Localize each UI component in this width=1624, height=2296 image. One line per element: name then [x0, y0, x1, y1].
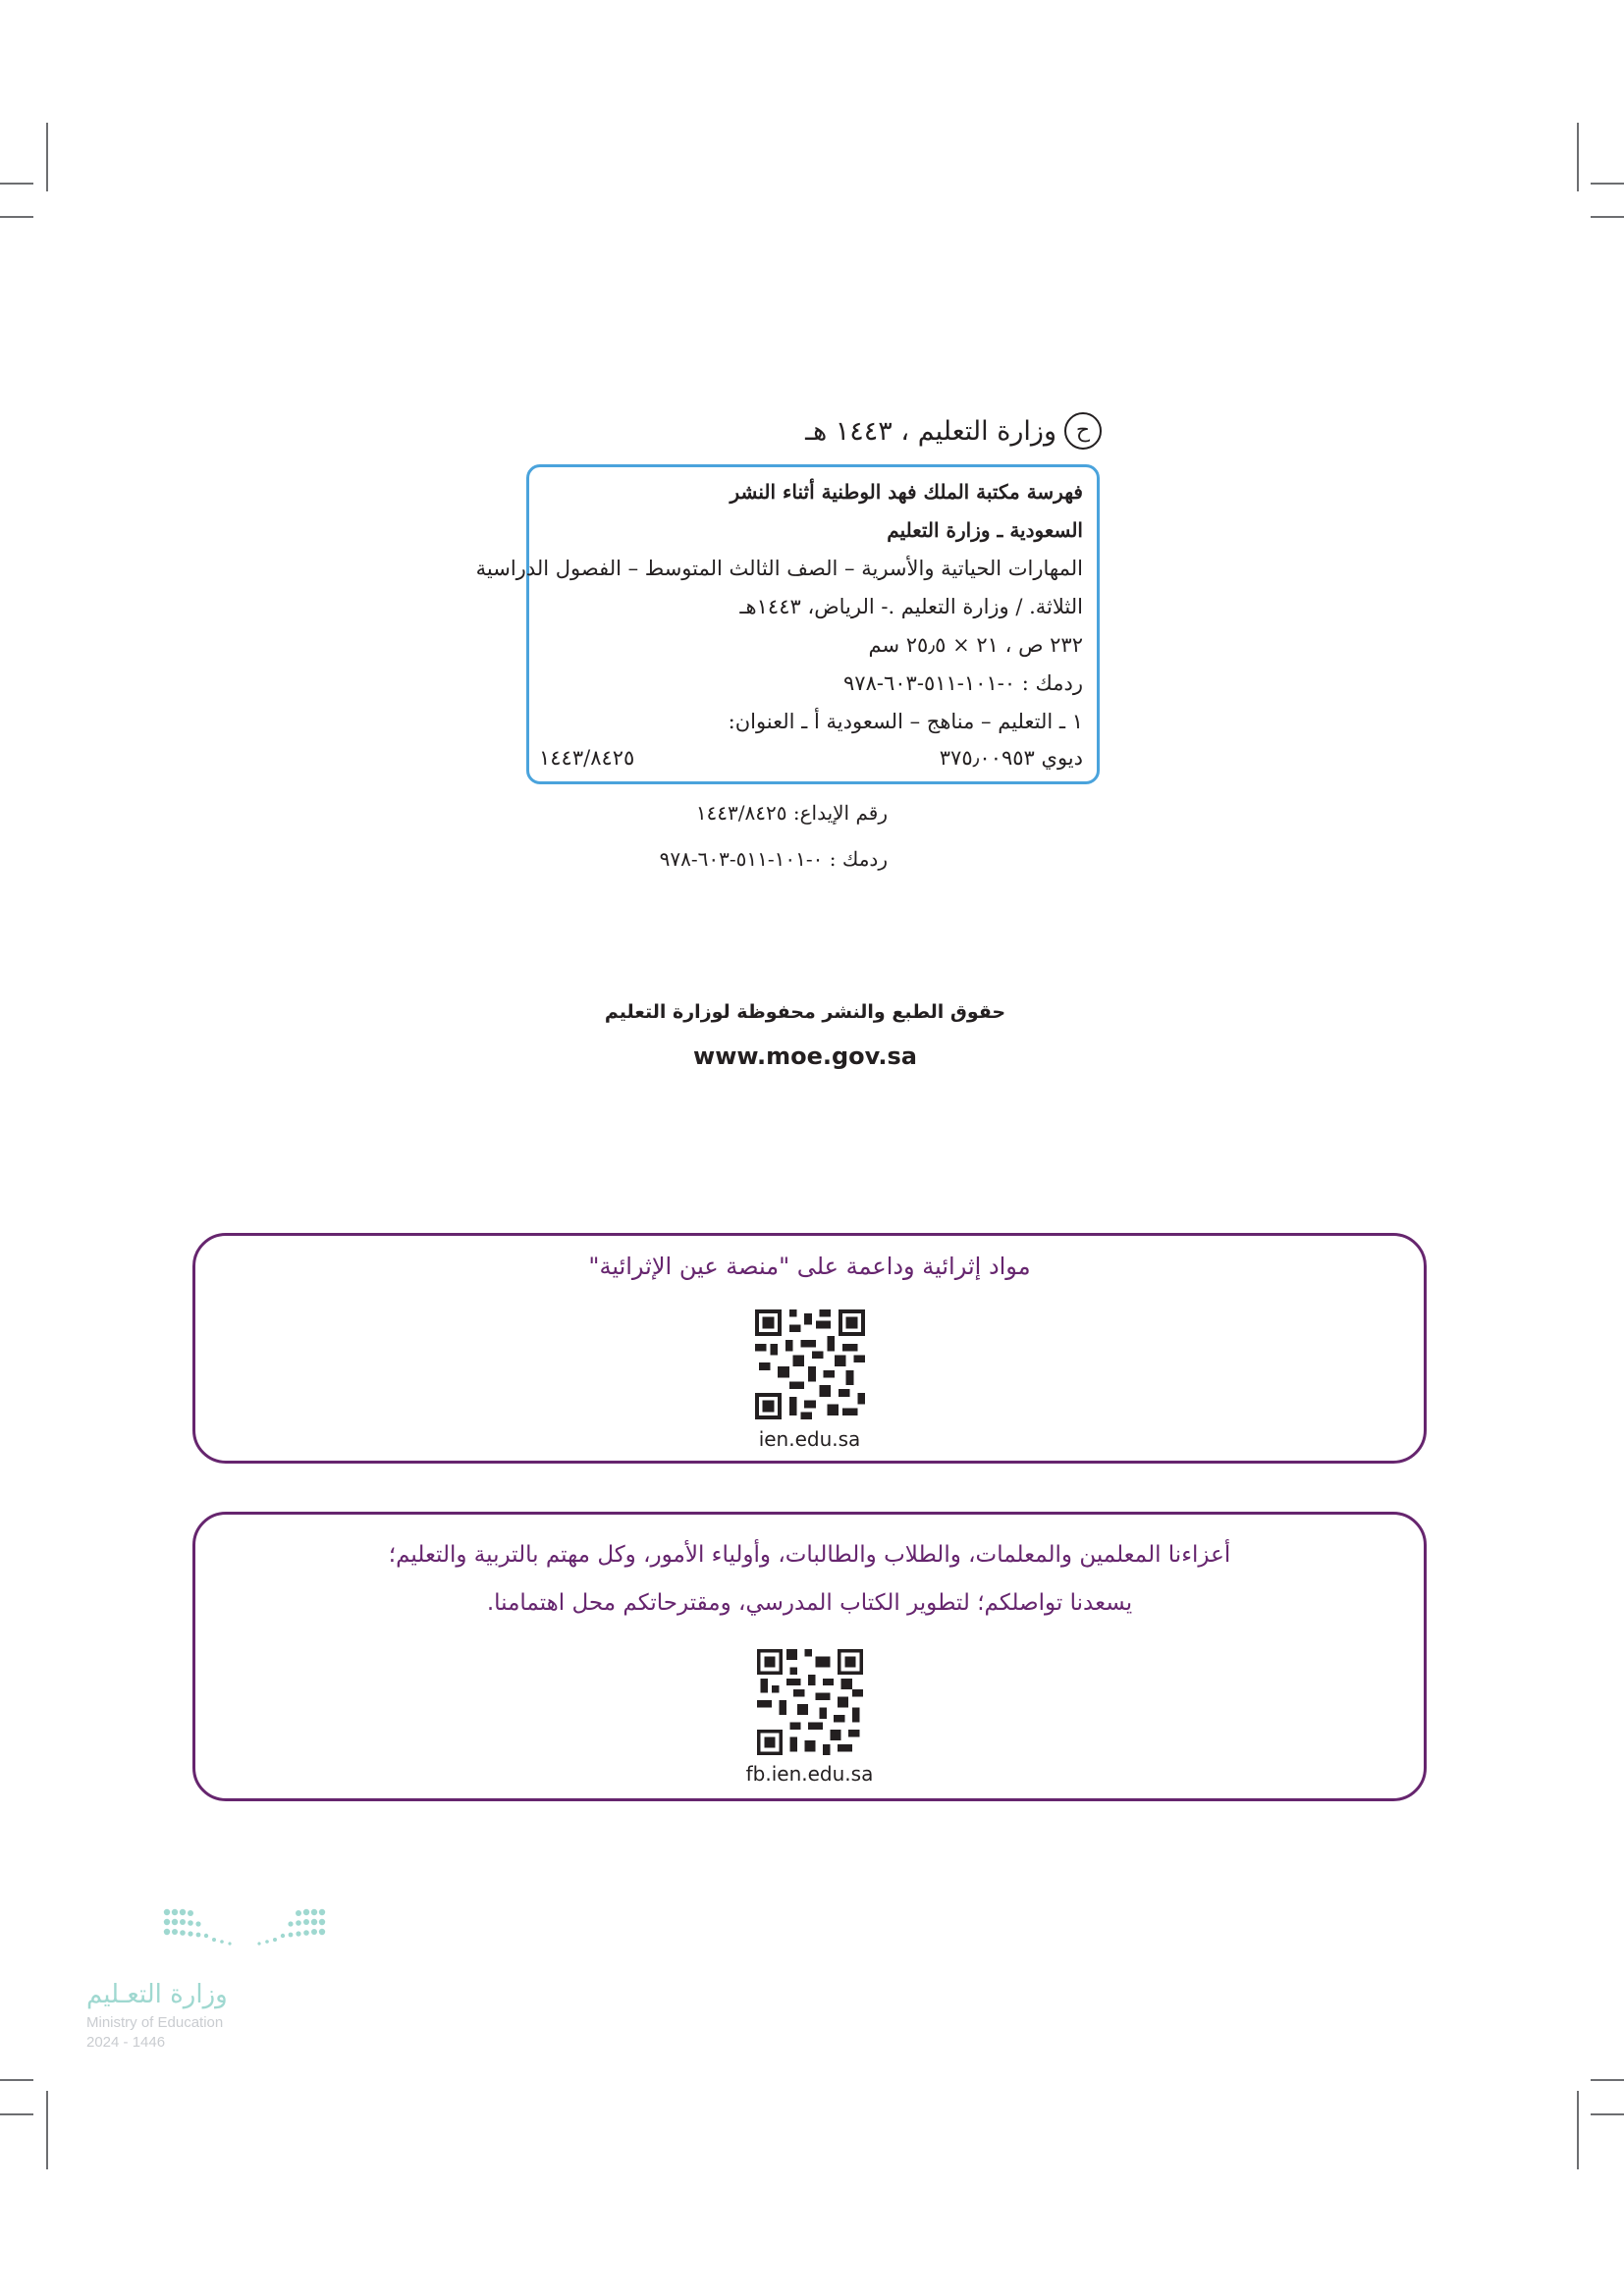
catalog-deposit-number: ١٤٤٣/٨٤٢٥	[539, 746, 635, 770]
feedback-link[interactable]: fb.ien.edu.sa	[745, 1762, 874, 1786]
crop-mark	[0, 183, 33, 185]
catalog-isbn: ردمك : ٠-١٠١-٥١١-٦٠٣-٩٧٨	[843, 671, 1083, 695]
feedback-message: يسعدنا تواصلكم؛ لتطوير الكتاب المدرسي، ومقترحاتكم محل اهتمامنا.	[486, 1590, 1133, 1616]
ministry-year: 2024 - 1446	[86, 2034, 166, 2051]
catalog-subjects: ١ ـ التعليم – مناهج – السعودية أ ـ العنوان:	[728, 710, 1083, 733]
crop-mark	[1591, 183, 1624, 185]
catalog-publisher: الثلاثة. / وزارة التعليم .- الرياض، ١٤٤٣هـ	[739, 595, 1083, 618]
feedback-box	[192, 1512, 1427, 1801]
crop-mark	[46, 2091, 48, 2169]
feedback-intro: أعزاءنا المعلمين والمعلمات، والطلاب والطالبات، وأولياء الأمور، وكل مهتم بالتربية والتعليم؛	[388, 1542, 1231, 1568]
cataloging-box	[475, 464, 1100, 784]
catalog-title: المهارات الحياتية والأسرية – الصف الثالث المتوسط – الفصول الدراسية	[475, 557, 1083, 580]
isbn-line: ردمك : ٠-١٠١-٥١١-٦٠٣-٩٧٨	[659, 847, 888, 871]
ministry-website-link[interactable]: www.moe.gov.sa	[693, 1042, 917, 1070]
catalog-author: السعودية ـ وزارة التعليم	[887, 518, 1083, 542]
ministry-arabic-name: وزارة التعـليم	[86, 1980, 228, 2009]
copyright-line	[805, 412, 1102, 450]
crop-mark	[1577, 123, 1579, 191]
ministry-logo-mark	[161, 1904, 338, 1963]
crop-mark	[0, 2079, 33, 2081]
catalog-classification	[539, 741, 1083, 774]
qr-code-icon[interactable]	[755, 1309, 865, 1419]
copyright-symbol: ح	[1064, 412, 1102, 450]
catalog-dewey: ديوي ٣٧٥٫٠٠٩٥٣	[939, 746, 1083, 770]
rights-notice: حقوق الطبع والنشر محفوظة لوزارة التعليم	[604, 1001, 1006, 1023]
qr-code-icon[interactable]	[757, 1649, 863, 1755]
ien-platform-title: مواد إثرائية وداعمة على "منصة عين الإثرائية"	[588, 1253, 1031, 1280]
crop-mark	[1591, 2079, 1624, 2081]
ministry-english-name: Ministry of Education	[86, 2014, 224, 2031]
crop-mark	[1591, 2113, 1624, 2115]
copyright-text: وزارة التعليم ، ١٤٤٣ هـ	[805, 415, 1056, 447]
catalog-heading: فهرسة مكتبة الملك فهد الوطنية أثناء النشر	[730, 480, 1083, 504]
ien-platform-box	[192, 1233, 1427, 1464]
ministry-logo	[82, 1904, 338, 2052]
crop-mark	[46, 123, 48, 191]
crop-mark	[1577, 2091, 1579, 2169]
crop-mark	[0, 216, 33, 218]
catalog-pages: ٢٣٢ ص ، ٢١ × ٢٥٫٥ سم	[868, 633, 1083, 657]
crop-mark	[0, 2113, 33, 2115]
deposit-number-line: رقم الإيداع: ١٤٤٣/٨٤٢٥	[695, 801, 888, 825]
crop-mark	[1591, 216, 1624, 218]
ien-platform-link[interactable]: ien.edu.sa	[758, 1427, 861, 1451]
